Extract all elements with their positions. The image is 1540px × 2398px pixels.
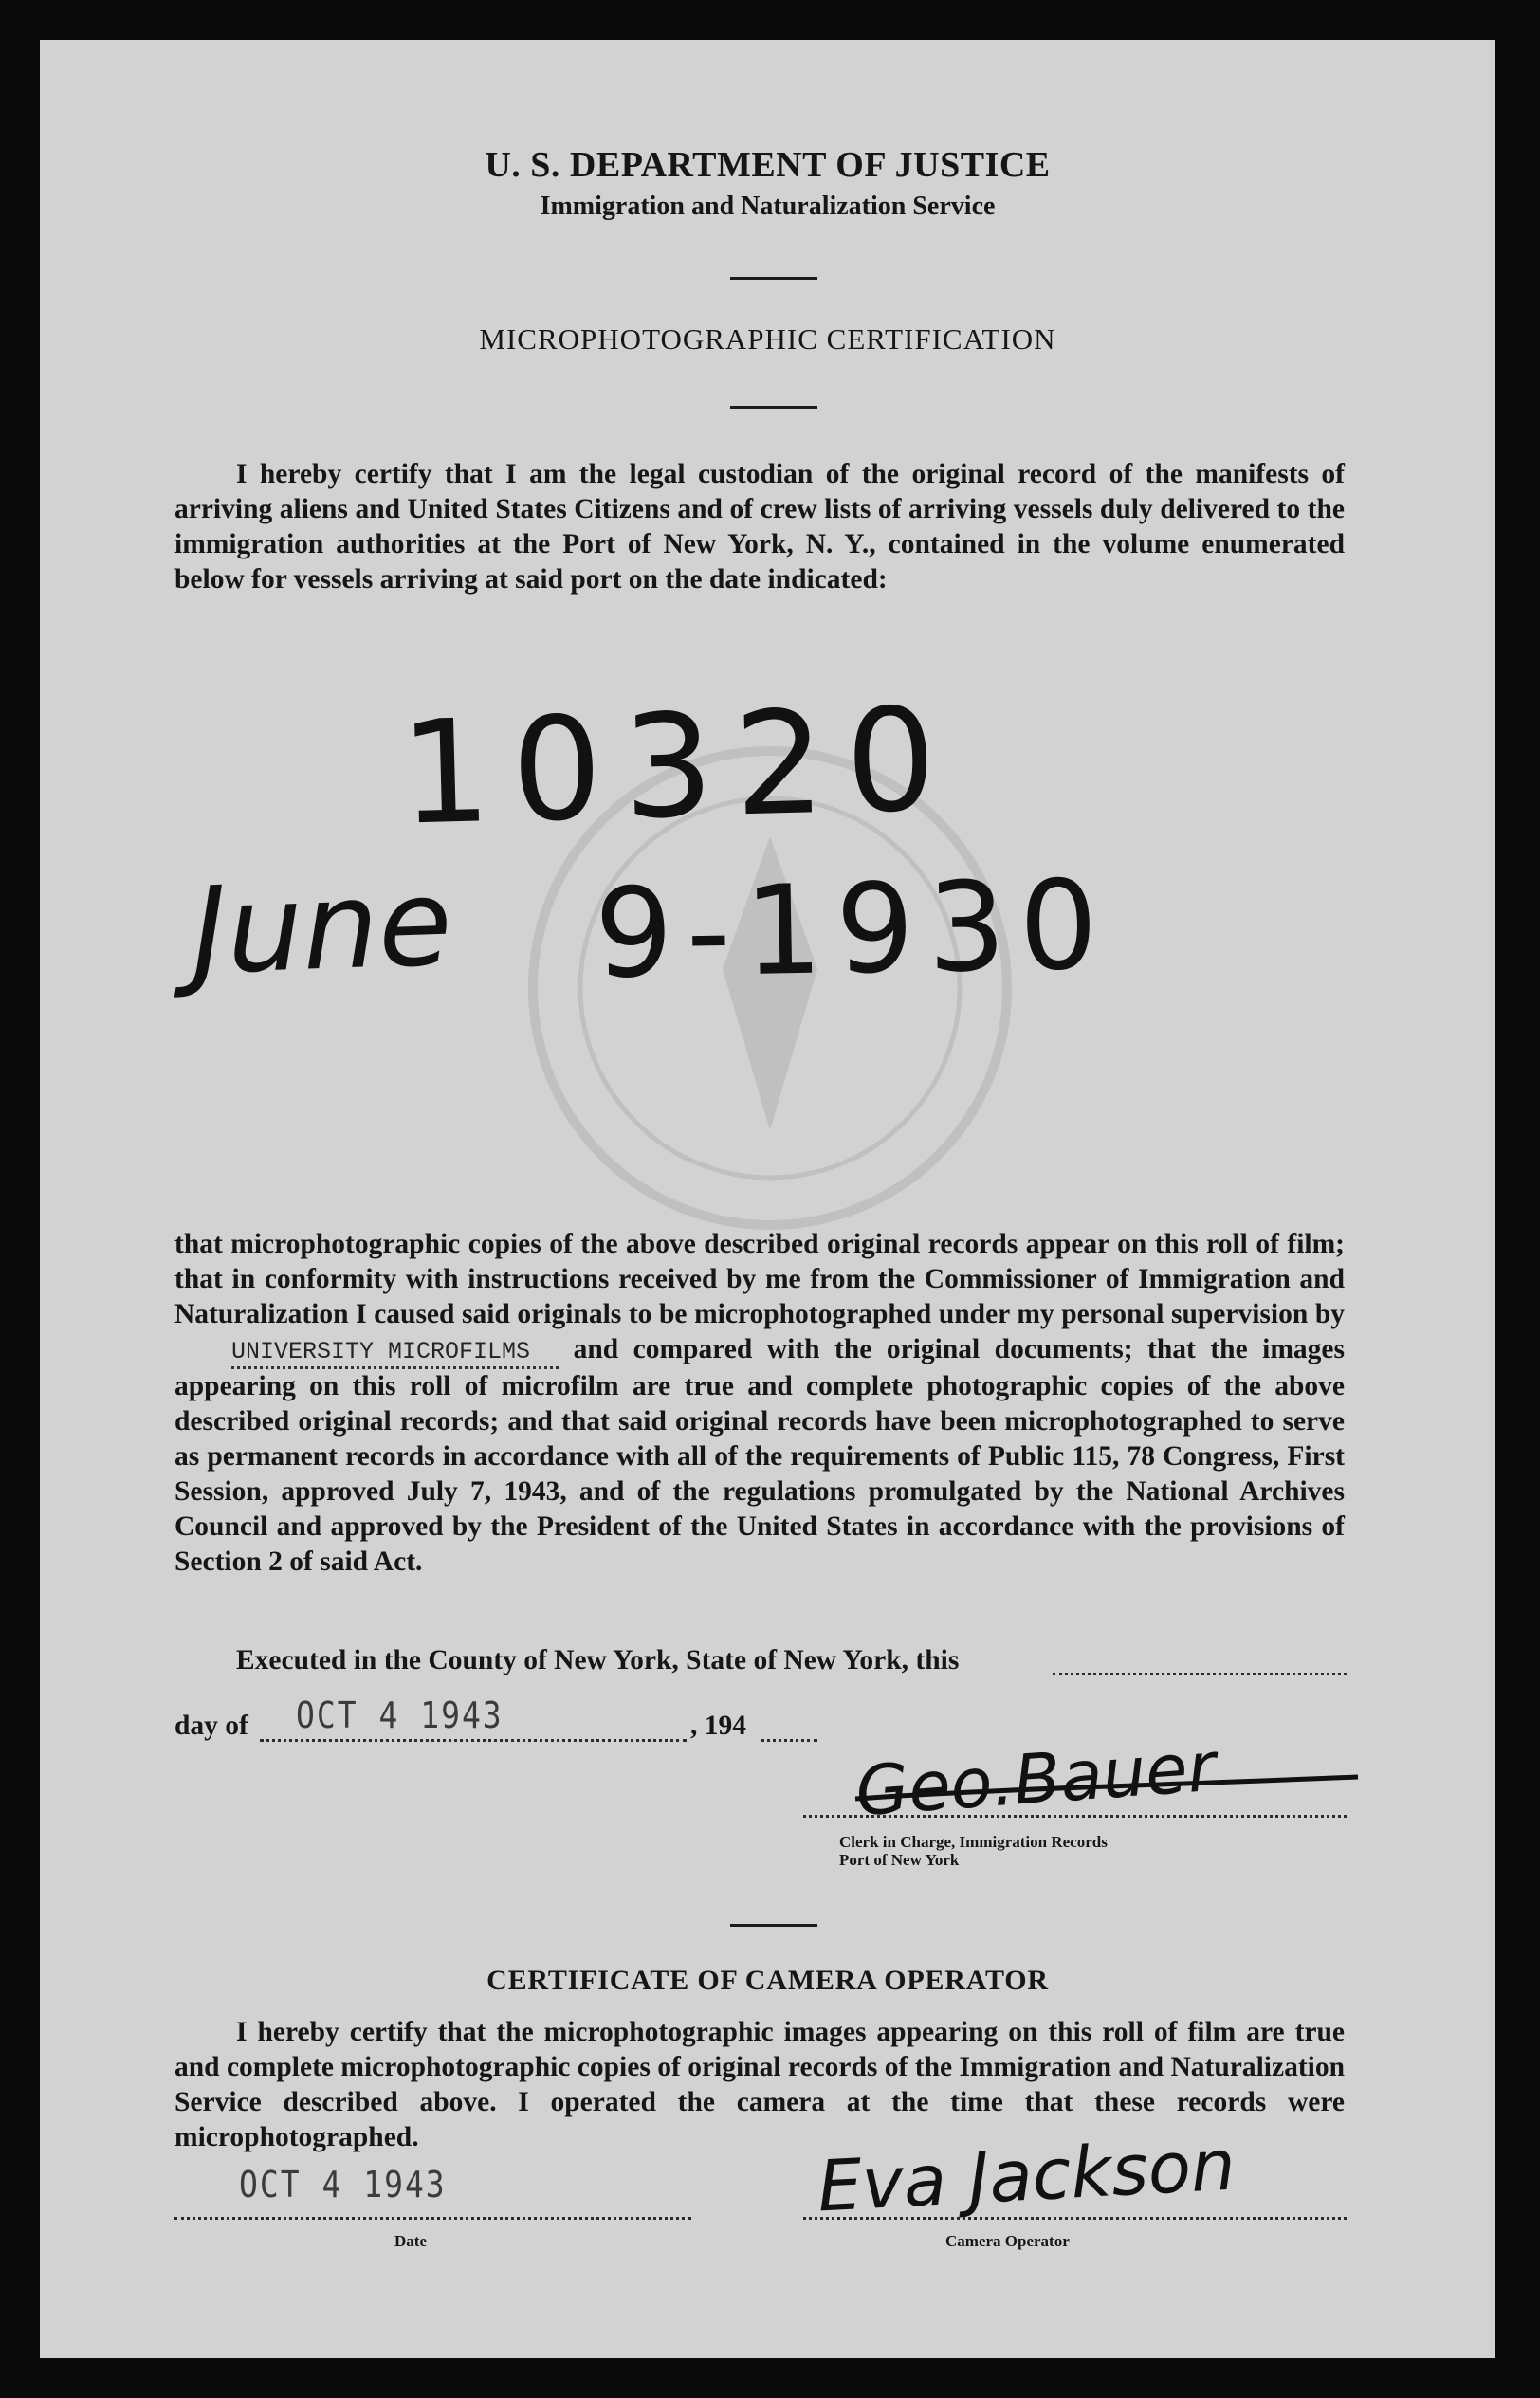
certificate-page <box>40 40 1495 2358</box>
volume-date-rest-handwritten: 9-1930 <box>593 852 1112 1006</box>
day-of-label: day of <box>174 1711 248 1741</box>
operator-label: Camera Operator <box>945 2232 1070 2250</box>
clerk-title-line2: Port of New York <box>839 1851 960 1869</box>
department-heading: U. S. DEPARTMENT OF JUSTICE <box>485 145 1051 185</box>
clerk-title-line1: Clerk in Charge, Immigration Records <box>839 1833 1108 1851</box>
year-prefix: , 194 <box>690 1711 746 1741</box>
execution-date-stamp: OCT 4 1943 <box>296 1693 504 1736</box>
microfilm-paragraph <box>174 1227 1345 1580</box>
clerk-signature-field <box>803 1815 1347 1818</box>
operator-date-field <box>174 2217 691 2220</box>
custodian-paragraph: I hereby certify that I am the legal custodian of the original record of the manifests of arriving aliens and United States Citizens and of crew lists of arriving vessels duly delivered to the immigration authorities at the Port of New York, N. Y., contained in the volume enumerated below for vessels arriving at said port on the date indicated: <box>174 459 1345 595</box>
operator-signature-field <box>803 2217 1347 2220</box>
divider <box>730 406 817 409</box>
execution-date-field <box>260 1739 687 1742</box>
clerk-title <box>839 1833 1108 1869</box>
clerk-signature-underline <box>846 1756 1367 1813</box>
camera-operator-paragraph: I hereby certify that the microphotographic images appearing on this roll of film are true and complete microphotographic copies of original records of the Immigration and Naturalization Service described above. I operated the camera at the time that these records were microphotographed. <box>174 2017 1345 2152</box>
executed-day-field <box>1053 1673 1347 1675</box>
microfilm-paragraph-part2: and compared with the original documents; that the images appearing on this roll of microfilm are true and complete photographic copies of the above described original records; and that said original records have been microphotographed to serve as permanent records in accordance with all of the requirements of Public 115, 78 Congress, First Session, approved July 7, 1943, and of the regulations promulgated by the National Archives Council and approved by the President of the United States in accordance with the provisions of Section 2 of said Act. <box>174 1334 1346 1577</box>
executed-text: Executed in the County of New York, State of New York, this <box>236 1645 960 1675</box>
operator-date-stamp: OCT 4 1943 <box>239 2163 447 2206</box>
camera-operator-title: CERTIFICATE OF CAMERA OPERATOR <box>486 1965 1049 1996</box>
operator-signature: Eva Jackson <box>816 2124 1238 2228</box>
clerk-signature: Geo.Bauer <box>852 1726 1219 1832</box>
service-heading: Immigration and Naturalization Service <box>540 192 996 221</box>
year-field <box>761 1739 817 1742</box>
certification-title: MICROPHOTOGRAPHIC CERTIFICATION <box>479 322 1056 356</box>
operator-date-label: Date <box>394 2232 427 2250</box>
supervisor-name: UNIVERSITY MICROFILMS <box>231 1338 559 1369</box>
volume-number-handwritten: 10320 <box>397 677 960 857</box>
divider <box>730 277 817 280</box>
volume-date-month-handwritten: June <box>189 852 454 1001</box>
divider <box>730 1924 817 1927</box>
microfilm-paragraph-part1: that microphotographic copies of the above described original records appear on this roll of film; that in conformity with instructions received by me from the Commissioner of Immigration and Naturalization I caused said originals to be microphotographed under my personal supervision by <box>174 1229 1345 1329</box>
